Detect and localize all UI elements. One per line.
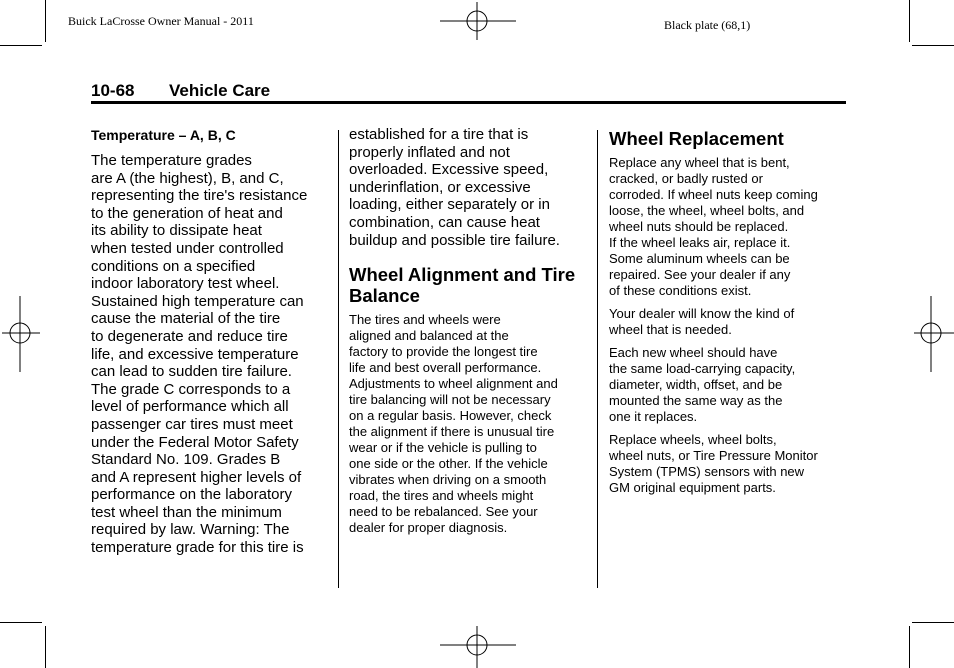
text-line: Each new wheel should have	[609, 345, 778, 360]
text-line: Some aluminum wheels can be	[609, 251, 790, 266]
crop-mark-top-left-h	[0, 45, 42, 46]
text-line: cause the material of the tire	[91, 310, 281, 328]
text-line: corroded. If wheel nuts keep coming	[609, 187, 818, 202]
text-line: Replace wheels, wheel bolts,	[609, 432, 777, 447]
text-line: wheel nuts, or Tire Pressure Monitor	[609, 448, 818, 463]
text-line: vibrates when driving on a smooth	[349, 472, 547, 488]
registration-mark-top-icon	[440, 0, 516, 44]
text-line: one it replaces.	[609, 409, 698, 424]
text-line: required by law. Warning: The	[91, 521, 290, 539]
text-line: performance on the laboratory	[91, 486, 292, 504]
heading-line: Wheel Alignment and Tire	[349, 264, 576, 286]
text-line: need to be rebalanced. See your	[349, 504, 538, 520]
wheel-replacement-paragraph-2	[609, 306, 849, 338]
text-line: wear or if the vehicle is pulling to	[349, 440, 537, 456]
header-rule	[91, 101, 846, 104]
text-line: temperature grade for this tire is	[91, 539, 304, 557]
text-line: Sustained high temperature can	[91, 292, 304, 310]
text-line: road, the tires and wheels might	[349, 488, 534, 504]
text-line: of these conditions exist.	[609, 283, 752, 298]
text-line: factory to provide the longest tire	[349, 344, 538, 360]
wheel-replacement-paragraph-4	[609, 432, 849, 496]
heading-line: Balance	[349, 285, 420, 307]
text-line: indoor laboratory test wheel.	[91, 275, 280, 293]
column-1	[91, 124, 331, 557]
text-line: tire balancing will not be necessary	[349, 392, 551, 408]
text-line: System (TPMS) sensors with new	[609, 464, 805, 479]
text-line: passenger car tires must meet	[91, 415, 293, 433]
text-line: when tested under controlled	[91, 239, 284, 257]
text-line: mounted the same way as the	[609, 393, 783, 408]
text-line: Your dealer will know the kind of	[609, 306, 795, 321]
column-divider-1	[338, 130, 339, 588]
text-line: If the wheel leaks air, replace it.	[609, 235, 791, 250]
registration-mark-right-icon	[910, 296, 954, 372]
heading-wheel-replacement: Wheel Replacement	[609, 128, 784, 149]
text-line: conditions on a specified	[91, 257, 256, 275]
text-line: diameter, width, offset, and be	[609, 377, 783, 392]
text-line: aligned and balanced at the	[349, 328, 509, 344]
text-line: GM original equipment parts.	[609, 480, 776, 495]
text-line: the alignment if there is unusual tire	[349, 424, 555, 440]
text-line: are A (the highest), B, and C,	[91, 169, 284, 187]
text-line: buildup and possible tire failure.	[349, 231, 560, 249]
wheel-replacement-paragraph-3	[609, 345, 849, 425]
text-line: established for a tire that is	[349, 126, 529, 143]
column-3	[609, 128, 849, 496]
text-line: can lead to sudden tire failure.	[91, 363, 292, 381]
text-line: under the Federal Motor Safety	[91, 433, 299, 451]
text-line: loose, the wheel, wheel bolts, and	[609, 203, 805, 218]
section-title: Vehicle Care	[169, 81, 271, 100]
text-line: underinflation, or excessive	[349, 178, 531, 196]
text-line: Adjustments to wheel alignment and	[349, 376, 558, 392]
registration-mark-bottom-icon	[440, 624, 516, 668]
crop-mark-top-right-h	[912, 45, 954, 46]
column-2	[349, 126, 589, 536]
text-line: its ability to dissipate heat	[91, 222, 262, 240]
text-line: Replace any wheel that is bent,	[609, 155, 790, 170]
text-line: wheel nuts should be replaced.	[609, 219, 789, 234]
subheading-temperature: Temperature – A, B, C	[91, 127, 236, 143]
text-line: the same load-carrying capacity,	[609, 361, 796, 376]
text-line: The grade C corresponds to a	[91, 380, 291, 398]
text-line: cracked, or badly rusted or	[609, 171, 763, 186]
text-line: The temperature grades	[91, 152, 252, 169]
text-line: on a regular basis. However, check	[349, 408, 552, 424]
text-line: test wheel than the minimum	[91, 503, 282, 521]
crop-mark-bottom-right-h	[912, 622, 954, 623]
text-line: combination, can cause heat	[349, 213, 540, 231]
text-line: to the generation of heat and	[91, 204, 283, 222]
plate-label: Black plate (68,1)	[664, 18, 751, 32]
text-line: representing the tire's resistance	[91, 187, 308, 205]
text-line: wheel that is needed.	[609, 322, 732, 337]
text-line: one side or the other. If the vehicle	[349, 456, 548, 472]
crop-mark-top-left-v	[45, 0, 46, 42]
text-line: repaired. See your dealer if any	[609, 267, 791, 282]
text-line: level of performance which all	[91, 398, 289, 416]
wheel-alignment-paragraph	[349, 312, 589, 536]
crop-mark-bottom-left-v	[45, 626, 46, 668]
crop-mark-bottom-left-h	[0, 622, 42, 623]
text-line: The tires and wheels were	[349, 312, 501, 328]
text-line: loading, either separately or in	[349, 196, 550, 214]
crop-mark-top-right-v	[909, 0, 910, 42]
registration-mark-left-icon	[0, 296, 44, 372]
continued-paragraph	[349, 126, 589, 249]
crop-mark-bottom-right-v	[909, 626, 910, 668]
temperature-paragraph	[91, 152, 331, 557]
text-line: properly inflated and not	[349, 143, 510, 161]
manual-title: Buick LaCrosse Owner Manual - 2011	[68, 14, 254, 28]
text-line: life and best overall performance.	[349, 360, 542, 376]
page-number: 10-68	[91, 81, 135, 100]
text-line: dealer for proper diagnosis.	[349, 520, 508, 536]
wheel-replacement-paragraph-1	[609, 155, 849, 299]
text-line: life, and excessive temperature	[91, 345, 299, 363]
text-line: overloaded. Excessive speed,	[349, 161, 549, 179]
column-divider-2	[597, 130, 598, 588]
text-line: to degenerate and reduce tire	[91, 327, 288, 345]
text-line: and A represent higher levels of	[91, 468, 302, 486]
heading-wheel-alignment	[349, 264, 589, 306]
text-line: Standard No. 109. Grades B	[91, 451, 281, 469]
